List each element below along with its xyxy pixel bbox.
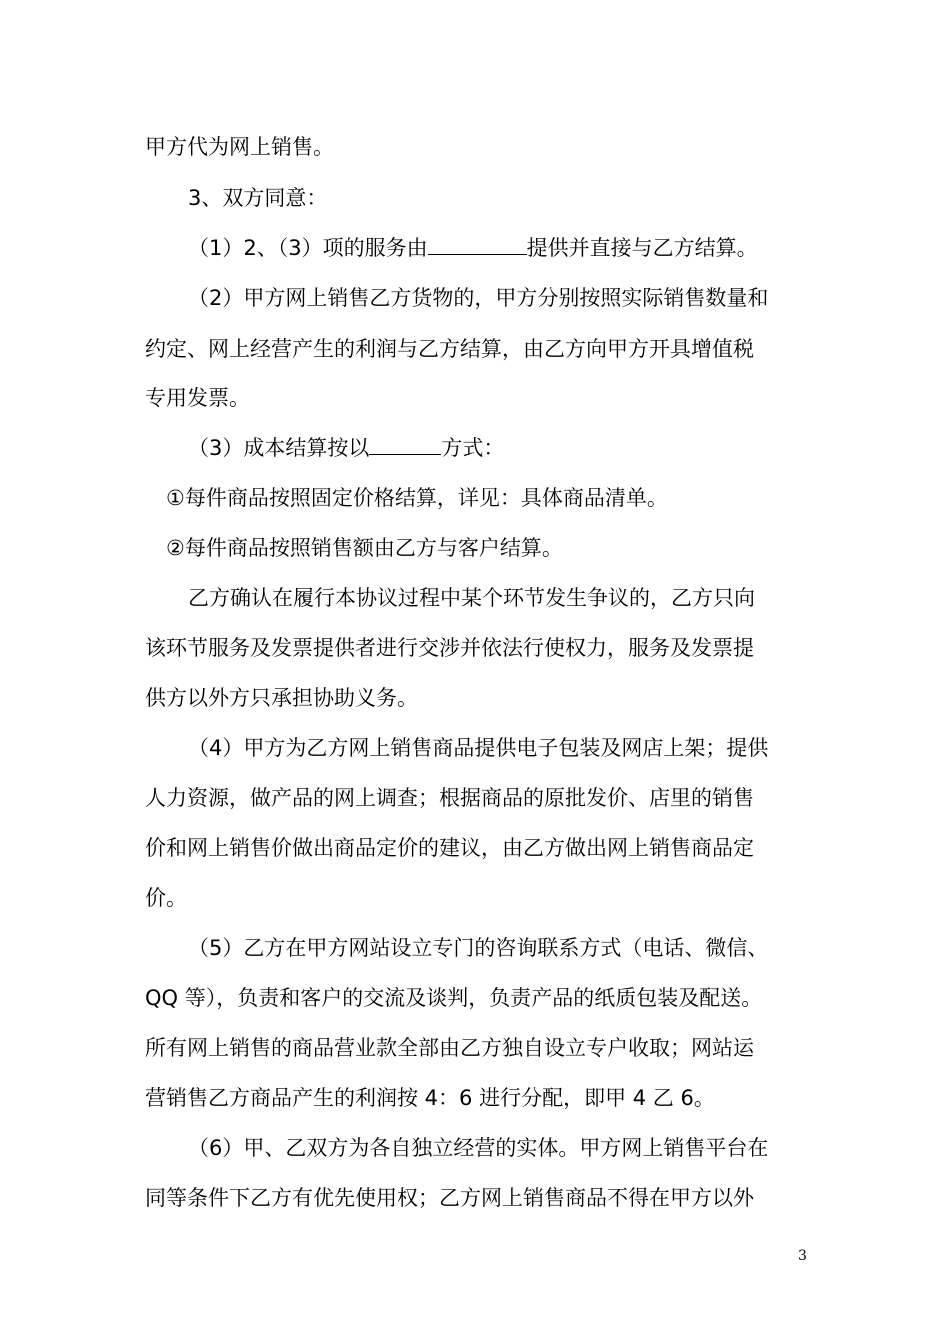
list-item: ①每件商品按照固定价格结算，详见：具体商品清单。 — [166, 486, 668, 510]
text-line: 营销售乙方商品产生的利润按 4：6 进行分配，即甲 4 乙 6。 — [145, 1086, 715, 1110]
list-item: ②每件商品按照销售额由乙方与客户结算。 — [166, 536, 563, 560]
text-line: 同等条件下乙方有优先使用权；乙方网上销售商品不得在甲方以外 — [145, 1186, 754, 1210]
text-line: 所有网上销售的商品营业款全部由乙方独自设立专户收取；网站运 — [145, 1036, 754, 1060]
text-line: 价。 — [145, 886, 187, 910]
text-line: 约定、网上经营产生的利润与乙方结算，由乙方向甲方开具增值税 — [145, 337, 754, 361]
text-line: 人力资源，做产品的网上调查；根据商品的原批发价、店里的销售 — [145, 786, 754, 810]
clause-heading: 3、双方同意： — [188, 186, 328, 210]
page-number: 3 — [798, 1248, 807, 1264]
fill-blank — [369, 434, 441, 455]
text-segment: 方式： — [441, 436, 505, 460]
text-segment: （3）成本结算按以 — [188, 436, 370, 460]
text-line — [188, 234, 758, 262]
text-line — [188, 434, 504, 462]
text-line: （4）甲方为乙方网上销售商品提供电子包装及网店上架；提供 — [188, 736, 769, 760]
text-segment: （1）2、（3）项的服务由 — [188, 236, 428, 260]
text-line: （6）甲、乙双方为各自独立经营的实体。甲方网上销售平台在 — [188, 1136, 769, 1160]
text-line: 价和网上销售价做出商品定价的建议，由乙方做出网上销售商品定 — [145, 836, 754, 860]
text-segment: 提供并直接与乙方结算。 — [526, 236, 758, 260]
text-line: QQ 等），负责和客户的交流及谈判，负责产品的纸质包装及配送。 — [145, 986, 763, 1010]
text-line: （2）甲方网上销售乙方货物的，甲方分别按照实际销售数量和 — [188, 286, 769, 310]
text-line: 该环节服务及发票提供者进行交涉并依法行使权力，服务及发票提 — [145, 636, 754, 660]
text-line: 甲方代为网上销售。 — [145, 135, 334, 159]
text-line: 乙方确认在履行本协议过程中某个环节发生争议的，乙方只向 — [188, 586, 755, 610]
fill-blank — [428, 234, 527, 255]
text-line: 专用发票。 — [145, 386, 250, 410]
text-line: （5）乙方在甲方网站设立专门的咨询联系方式（电话、微信、 — [188, 936, 769, 960]
text-line: 供方以外方只承担协助义务。 — [145, 686, 418, 710]
